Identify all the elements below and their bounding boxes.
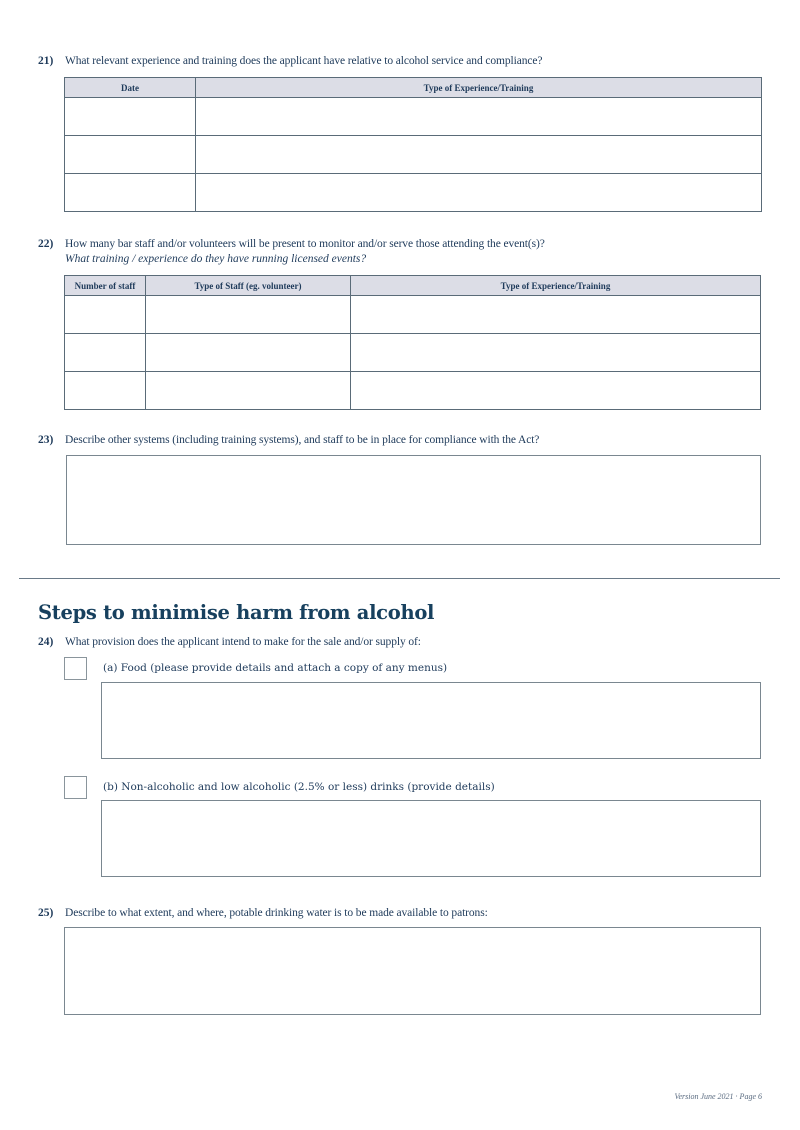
food-details-field[interactable] (101, 682, 761, 759)
experience-cell[interactable] (196, 136, 762, 174)
date-cell[interactable] (65, 136, 196, 174)
food-option-label: (a) Food (please provide details and attach a copy of any menus) (103, 662, 448, 674)
non-alcoholic-drinks-option-label: (b) Non-alcoholic and low alcoholic (2.5% or less) drinks (provide details) (103, 781, 495, 793)
table-header-row (65, 78, 762, 98)
type-of-staff-cell[interactable] (146, 372, 351, 410)
section-title: Steps to minimise harm from alcohol (38, 601, 435, 624)
non-alcoholic-drinks-checkbox[interactable] (64, 776, 87, 799)
number-of-staff-cell[interactable] (65, 334, 146, 372)
question-24-number: 24) (38, 636, 54, 648)
table-row (65, 174, 762, 212)
question-24-text: What provision does the applicant intend to make for the sale and/or supply of: (65, 636, 421, 648)
staff-table (64, 275, 761, 410)
table-row (65, 296, 761, 334)
table-row (65, 98, 762, 136)
page-footer: Version June 2021 · Page 6 (674, 1092, 762, 1101)
question-22-subtext: What training / experience do they have running licensed events? (65, 253, 367, 265)
non-alcoholic-drinks-details-field[interactable] (101, 800, 761, 877)
type-of-staff-cell[interactable] (146, 296, 351, 334)
question-21-text: What relevant experience and training does the applicant have relative to alcohol service and compliance? (65, 55, 543, 67)
experience-cell[interactable] (351, 334, 761, 372)
question-23-text: Describe other systems (including training systems), and staff to be in place for compliance with the Act? (65, 434, 540, 446)
question-25-number: 25) (38, 907, 54, 919)
table-header-row (65, 276, 761, 296)
column-header-experience-training: Type of Experience/Training (351, 276, 761, 296)
experience-cell[interactable] (196, 98, 762, 136)
experience-cell[interactable] (351, 296, 761, 334)
date-cell[interactable] (65, 98, 196, 136)
food-checkbox[interactable] (64, 657, 87, 680)
table-row (65, 136, 762, 174)
drinking-water-field[interactable] (64, 927, 761, 1015)
column-header-type-of-staff: Type of Staff (eg. volunteer) (146, 276, 351, 296)
number-of-staff-cell[interactable] (65, 296, 146, 334)
question-22-text: How many bar staff and/or volunteers will be present to monitor and/or serve those attending the event(s)? (65, 238, 545, 250)
column-header-date: Date (65, 78, 196, 98)
question-23-number: 23) (38, 434, 54, 446)
column-header-number-of-staff: Number of staff (65, 276, 146, 296)
experience-training-table (64, 77, 762, 212)
date-cell[interactable] (65, 174, 196, 212)
question-22-number: 22) (38, 238, 54, 250)
table-row (65, 334, 761, 372)
number-of-staff-cell[interactable] (65, 372, 146, 410)
column-header-experience-training: Type of Experience/Training (196, 78, 762, 98)
section-divider (19, 578, 780, 579)
compliance-systems-field[interactable] (66, 455, 761, 545)
experience-cell[interactable] (196, 174, 762, 212)
type-of-staff-cell[interactable] (146, 334, 351, 372)
experience-cell[interactable] (351, 372, 761, 410)
question-21-number: 21) (38, 55, 54, 67)
question-25-text: Describe to what extent, and where, potable drinking water is to be made available to patrons: (65, 907, 488, 919)
table-row (65, 372, 761, 410)
